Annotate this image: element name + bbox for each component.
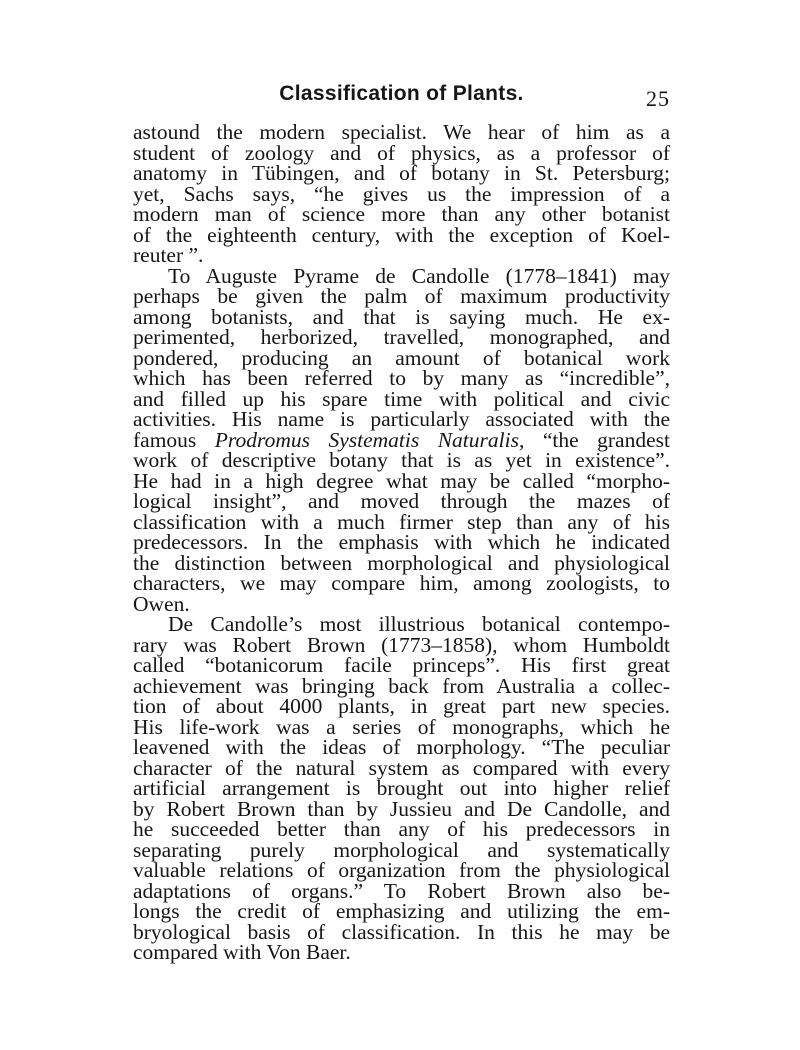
running-title: Classification of Plants.: [279, 82, 524, 105]
text-line: To Auguste Pyrame de Candolle (1778–1841) may: [168, 263, 670, 288]
text-line: predecessors. In the emphasis with which he indicated: [133, 530, 670, 554]
text-line: He had in a high degree what may be called “morpho-: [133, 468, 670, 493]
text-line: leavened with the ideas of morphology. “The peculiar: [133, 735, 670, 759]
text-line: rary was Robert Brown (1773–1858), whom Humboldt: [133, 632, 670, 657]
italic-book-title: Prodromus Systematis Naturalis,: [214, 427, 525, 452]
text-line: anatomy in Tübingen, and of botany in St. Petersburg;: [133, 161, 670, 185]
text-line: reuter ”.: [133, 243, 204, 267]
text-line: he succeeded better than any of his predecessors in: [133, 817, 670, 841]
text-line: tion of about 4000 plants, in great part new species.: [133, 694, 670, 718]
text-line: logical insight”, and moved through the mazes of: [133, 489, 670, 513]
text-line: valuable relations of organization from the physiological: [133, 858, 670, 882]
text-line: modern man of science more than any other botanist: [133, 202, 670, 226]
text-line: of the eighteenth century, with the exception of Koel-: [133, 222, 670, 247]
text-line: artificial arrangement is brought out into higher relief: [133, 776, 670, 800]
text-line: longs the credit of emphasizing and utilizing the em-: [133, 899, 670, 923]
text-line: characters, we may compare him, among zoologists, to: [133, 571, 670, 595]
text-line: perhaps be given the palm of maximum productivity: [133, 284, 670, 308]
text-line: called “botanicorum facile princeps”. His first great: [133, 653, 670, 677]
text-line: De Candolle’s most illustrious botanical contempo-: [168, 612, 670, 636]
text-line: achievement was bringing back from Australia a collec-: [133, 673, 670, 698]
text-line: Owen.: [133, 591, 190, 616]
text-line: separating purely morphological and systematically: [133, 837, 670, 862]
text-line-with-italic: [133, 427, 670, 452]
text-line: which has been referred to by many as “incredible”,: [133, 366, 670, 390]
text-line: and filled up his spare time with political and civic: [133, 386, 670, 411]
body-text: [133, 122, 670, 963]
text-line: adaptations of organs.” To Robert Brown also be-: [133, 878, 670, 903]
text-line: classification with a much firmer step than any of his: [133, 509, 670, 534]
text-line: by Robert Brown than by Jussieu and De Candolle, and: [133, 796, 670, 821]
text-line: compared with Von Baer.: [133, 940, 351, 964]
text-fragment: “the grandest: [524, 427, 670, 452]
text-line: work of descriptive botany that is as yet in existence”.: [133, 448, 670, 472]
text-line: perimented, herborized, travelled, monographed, and: [133, 325, 670, 349]
text-line: bryological basis of classification. In this he may be: [133, 919, 670, 944]
text-line: yet, Sachs says, “he gives us the impression of a: [133, 181, 670, 206]
text-line: the distinction between morphological and physiological: [133, 550, 670, 575]
text-line: among botanists, and that is saying much. He ex-: [133, 304, 670, 329]
page-number: 25: [646, 86, 670, 111]
text-fragment: famous: [133, 427, 215, 452]
text-line: student of zoology and of physics, as a professor of: [133, 140, 670, 165]
text-line: activities. His name is particularly associated with the: [133, 407, 670, 431]
running-head: [133, 82, 670, 112]
text-line: astound the modern specialist. We hear of him as a: [133, 120, 670, 144]
text-line: His life-work was a series of monographs, which he: [133, 714, 670, 739]
text-line: pondered, producing an amount of botanical work: [133, 345, 670, 370]
text-line: character of the natural system as compared with every: [133, 755, 670, 780]
